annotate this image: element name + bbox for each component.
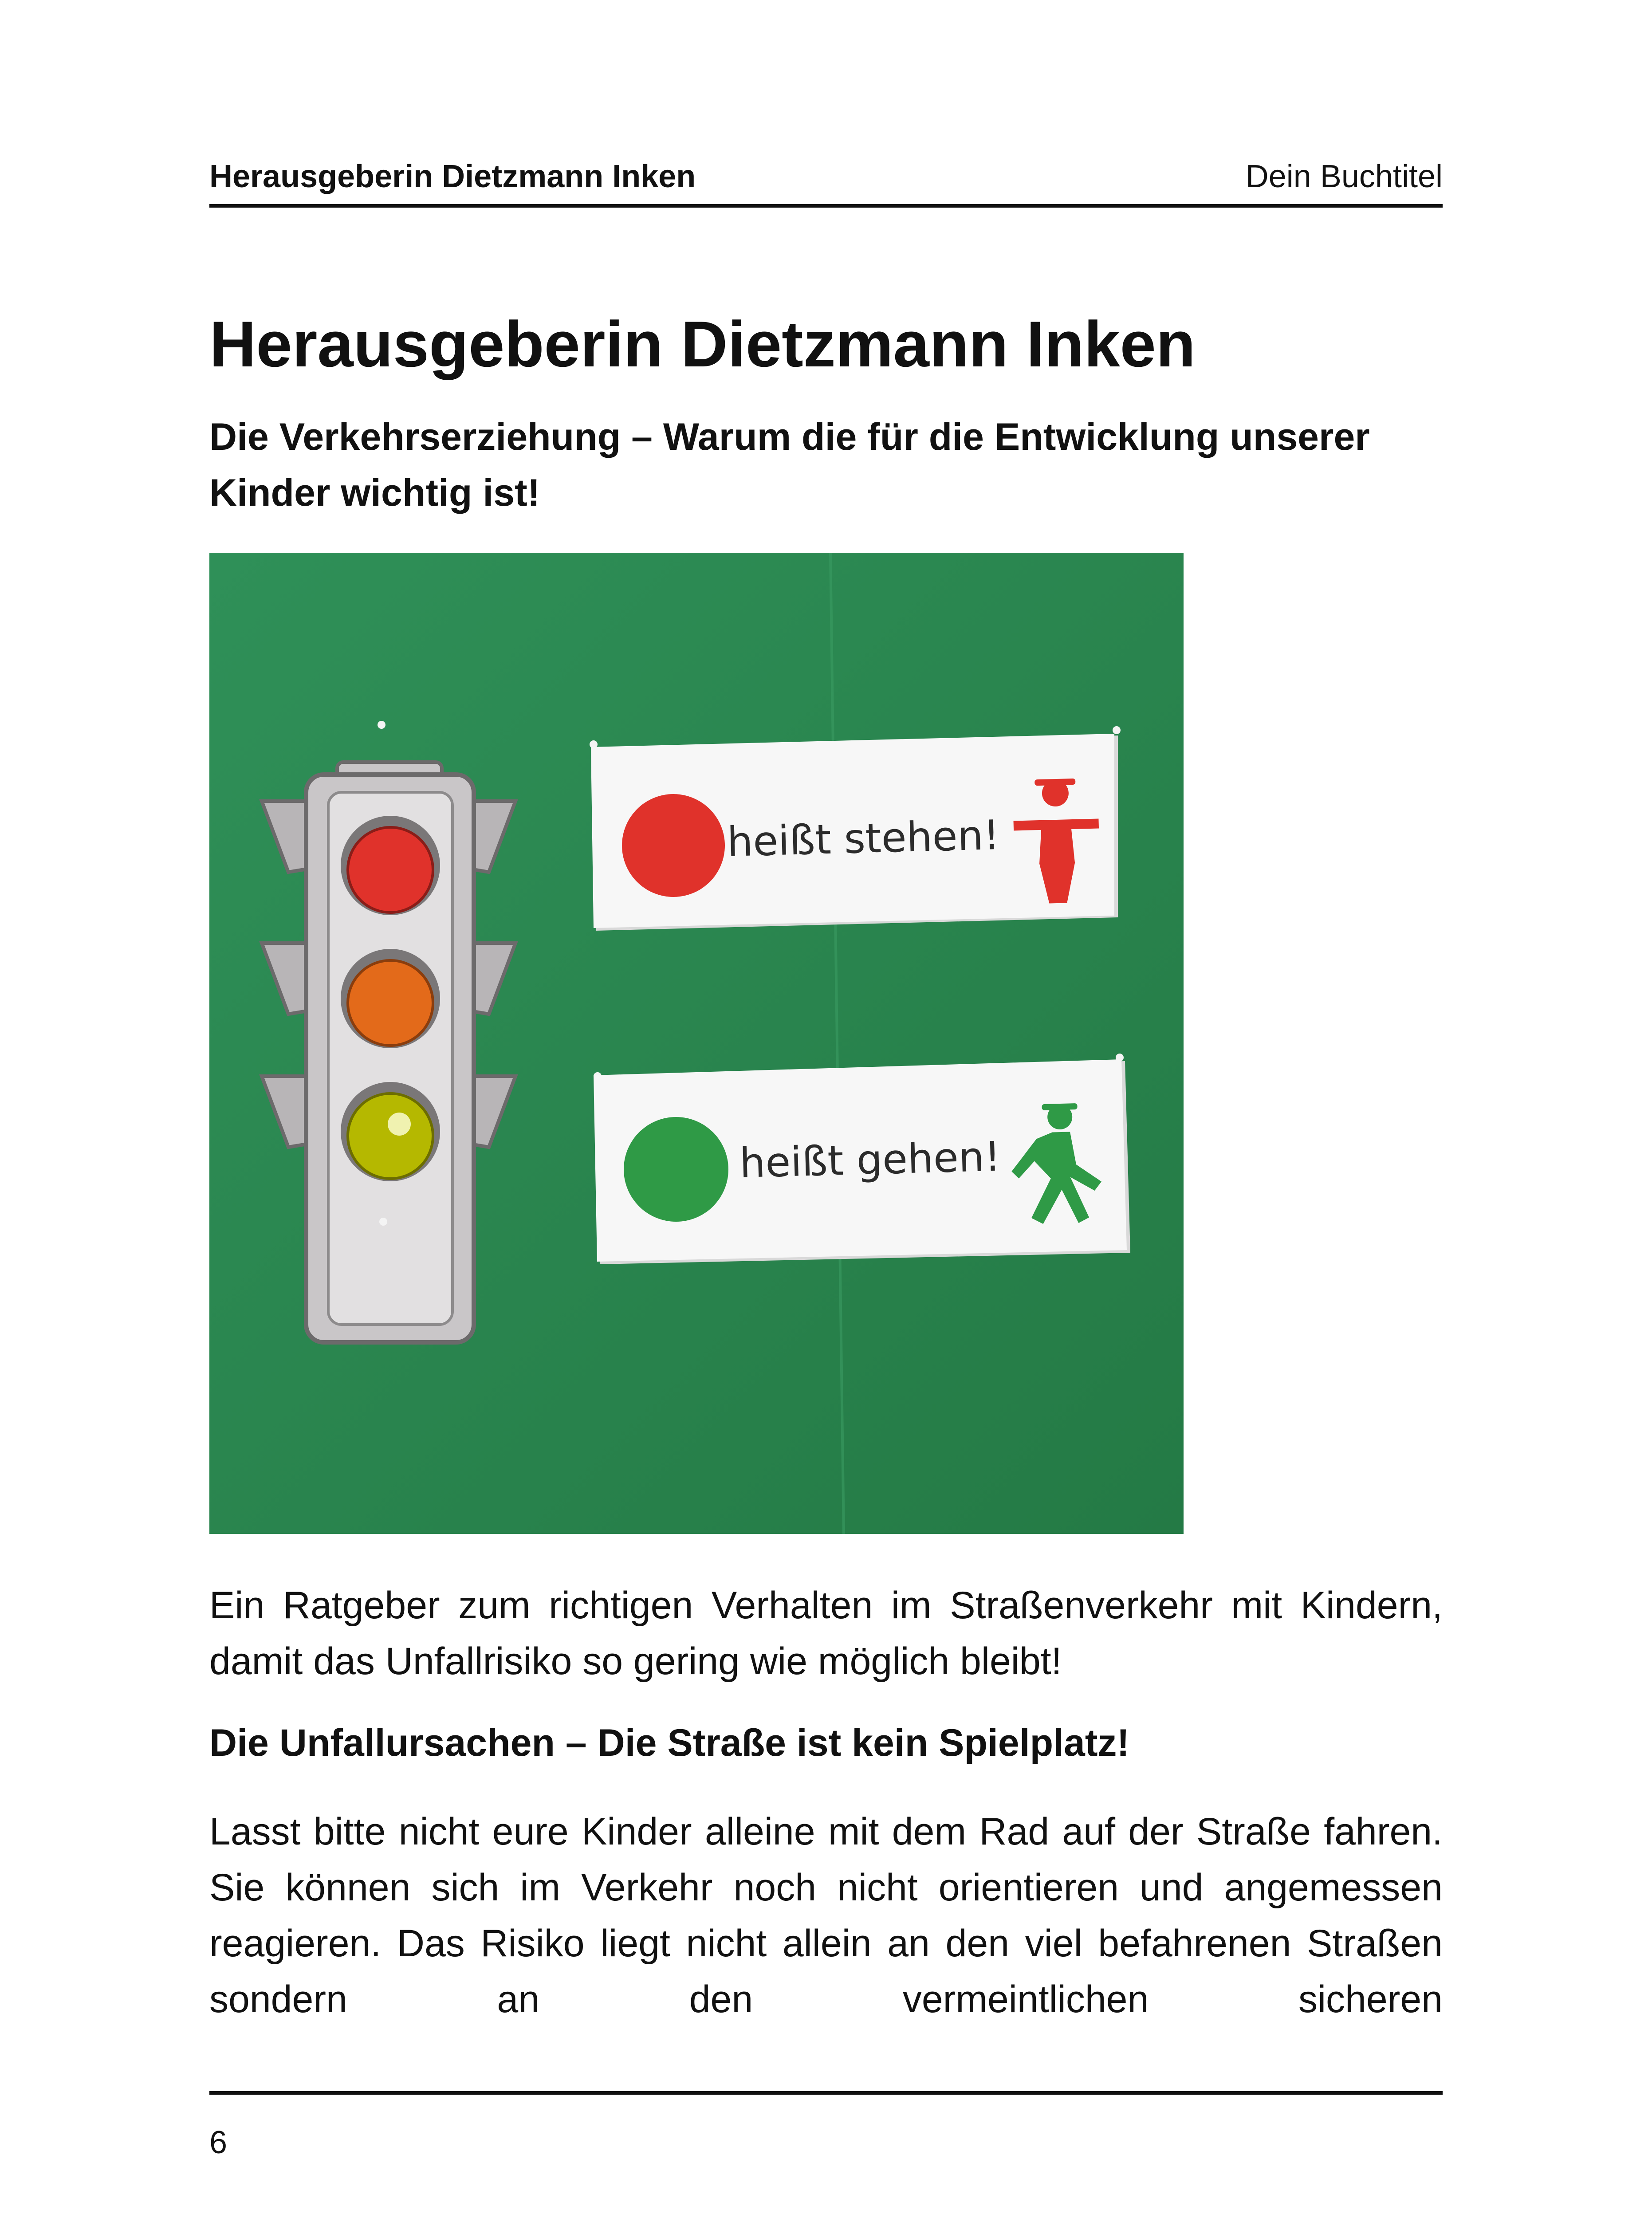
sign-green (594, 1059, 1130, 1264)
section-paragraph: Lasst bitte nicht eure Kinder alleine mit dem Rad auf der Straße fahren. Sie können sich im Verkehr noch nicht orientieren und angemessen reagieren. Das Risiko liegt nicht allein an den viel befahrenen Straßen sondern an den vermeintlichen sicheren (209, 1810, 1443, 2021)
chapter-subtitle: Die Verkehrserziehung – Warum die für die Entwicklung unserer Kinder wichtig ist! (209, 416, 1370, 514)
footer-rule (209, 2091, 1443, 2095)
header-book-title: Dein Buchtitel (1245, 159, 1443, 194)
page-number: 6 (209, 2125, 228, 2160)
chapter-title: Herausgeberin Dietzmann Inken (209, 308, 1196, 380)
sign-red-text: heißt stehen! (726, 811, 1000, 866)
pin (1113, 726, 1121, 734)
traffic-light-illustration (209, 553, 1184, 1534)
red-dot (622, 794, 725, 897)
sign-red (591, 734, 1118, 931)
header-author: Herausgeberin Dietzmann Inken (209, 159, 696, 194)
traffic-light-photo (209, 553, 1184, 1534)
running-header (209, 154, 1443, 208)
section-heading: Die Unfallursachen – Die Straße ist kein Spielplatz! (209, 1722, 1130, 1764)
sign-green-text: heißt gehen! (739, 1133, 1002, 1187)
intro-paragraph: Ein Ratgeber zum richtigen Verhalten im Straßenverkehr mit Kindern, damit das Unfallrisiko so gering wie möglich bleibt! (209, 1584, 1443, 1683)
green-dot (624, 1117, 728, 1222)
pin (378, 721, 385, 729)
